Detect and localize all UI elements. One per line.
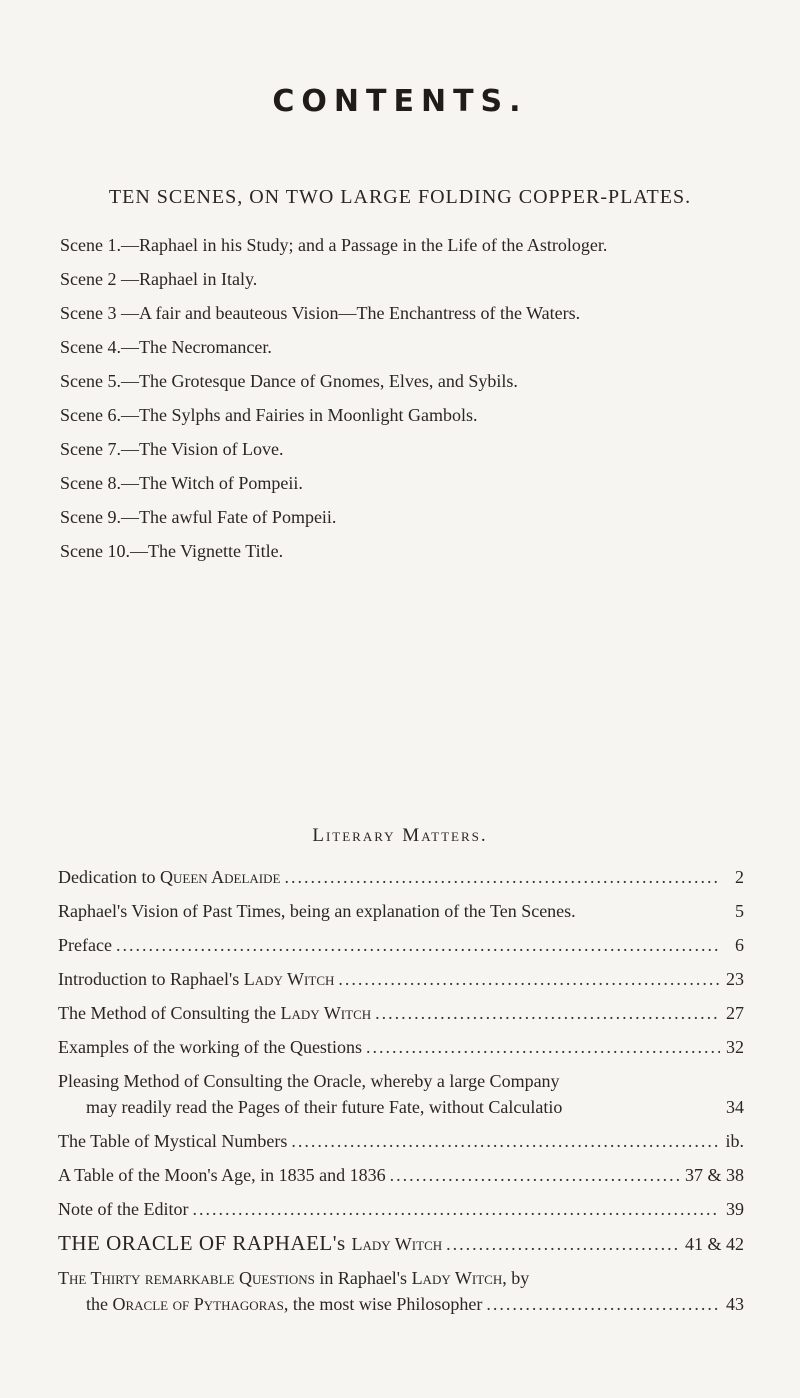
toc-entry-title: Preface [58,935,112,955]
toc-entry-preface [58,932,744,958]
dot-leader [375,1000,720,1026]
page-number: 32 [726,1037,744,1057]
page-number: 39 [726,1199,744,1219]
toc-entry-title: The Method of Consulting the Lady Witch [58,1003,372,1023]
page-number: 34 [726,1097,744,1117]
toc-entry-vision [58,898,744,924]
scene-item: Scene 4.—The Necromancer. [60,337,272,357]
toc-entry-examples [58,1034,744,1060]
page-number: 5 [735,901,744,921]
toc-entry-dedication [58,864,744,890]
page-number: ib. [725,1131,744,1151]
toc-entry-note [58,1196,744,1222]
toc-entry-title: The Table of Mystical Numbers [58,1131,288,1151]
toc-entry-title: A Table of the Moon's Age, in 1835 and 1836 [58,1165,386,1185]
toc-entry-title: Examples of the working of the Questions [58,1037,362,1057]
toc-entry-title: Dedication to Queen Adelaide [58,867,281,887]
toc-entry-title: Raphael's Vision of Past Times, being an explanation of the Ten Scenes. [58,901,576,921]
toc-entry-oracle [58,1230,744,1257]
toc-entry-introduction [58,966,744,992]
dot-leader [116,932,720,958]
dot-leader [446,1231,681,1257]
toc-entry-title: The Thirty remarkable Questions in Raphael's Lady Witch, by [58,1268,530,1288]
scene-item: Scene 6.—The Sylphs and Fairies in Moonlight Gambols. [60,405,478,425]
page-number: 6 [735,935,744,955]
page-number: 27 [726,1003,744,1023]
plates-subtitle: TEN SCENES, ON TWO LARGE FOLDING COPPER-PLATES. [108,186,692,208]
scene-item: Scene 9.—The awful Fate of Pompeii. [60,507,337,527]
dot-leader [284,864,720,890]
page-title: CONTENTS. [272,84,528,119]
scene-item: Scene 7.—The Vision of Love. [60,439,284,459]
toc-entry-title: THE ORACLE OF RAPHAEL's Lady Witch [58,1231,443,1255]
toc-entry-title: Introduction to Raphael's Lady Witch [58,969,335,989]
scene-item: Scene 2 —Raphael in Italy. [60,269,258,289]
toc-entry-method [58,1000,744,1026]
page-number: 43 [726,1294,744,1314]
dot-leader [291,1128,720,1154]
toc-entry-continuation: may readily read the Pages of their future Fate, without Calculatio [86,1097,563,1117]
scene-item: Scene 8.—The Witch of Pompeii. [60,473,303,493]
page-number: 2 [735,867,744,887]
dot-leader [366,1034,720,1060]
scene-item: Scene 5.—The Grotesque Dance of Gnomes, Elves, and Sybils. [60,371,518,391]
dot-leader [390,1162,681,1188]
scene-list [60,232,750,572]
toc-entry-moon-table [58,1162,744,1188]
scene-item: Scene 10.—The Vignette Title. [60,541,284,561]
dot-leader [486,1291,720,1317]
toc-entry-title: Pleasing Method of Consulting the Oracle, whereby a large Company [58,1071,560,1091]
toc-entry-title: Note of the Editor [58,1199,189,1219]
table-of-contents [58,864,744,1325]
scene-item: Scene 1.—Raphael in his Study; and a Passage in the Life of the Astrologer. [60,235,608,255]
dot-leader [338,966,720,992]
toc-entry-mystical-numbers [58,1128,744,1154]
toc-entry-pleasing-method [58,1068,744,1120]
page-number: 41 & 42 [684,1234,744,1254]
page-number: 23 [726,969,744,989]
page-number: 37 & 38 [684,1165,744,1185]
section-heading: Literary Matters. [312,825,488,846]
dot-leader [192,1196,720,1222]
scene-item: Scene 3 —A fair and beauteous Vision—The Enchantress of the Waters. [60,303,581,323]
toc-entry-thirty-questions [58,1265,744,1317]
toc-entry-continuation: the Oracle of Pythagoras, the most wise Philosopher [86,1294,483,1314]
